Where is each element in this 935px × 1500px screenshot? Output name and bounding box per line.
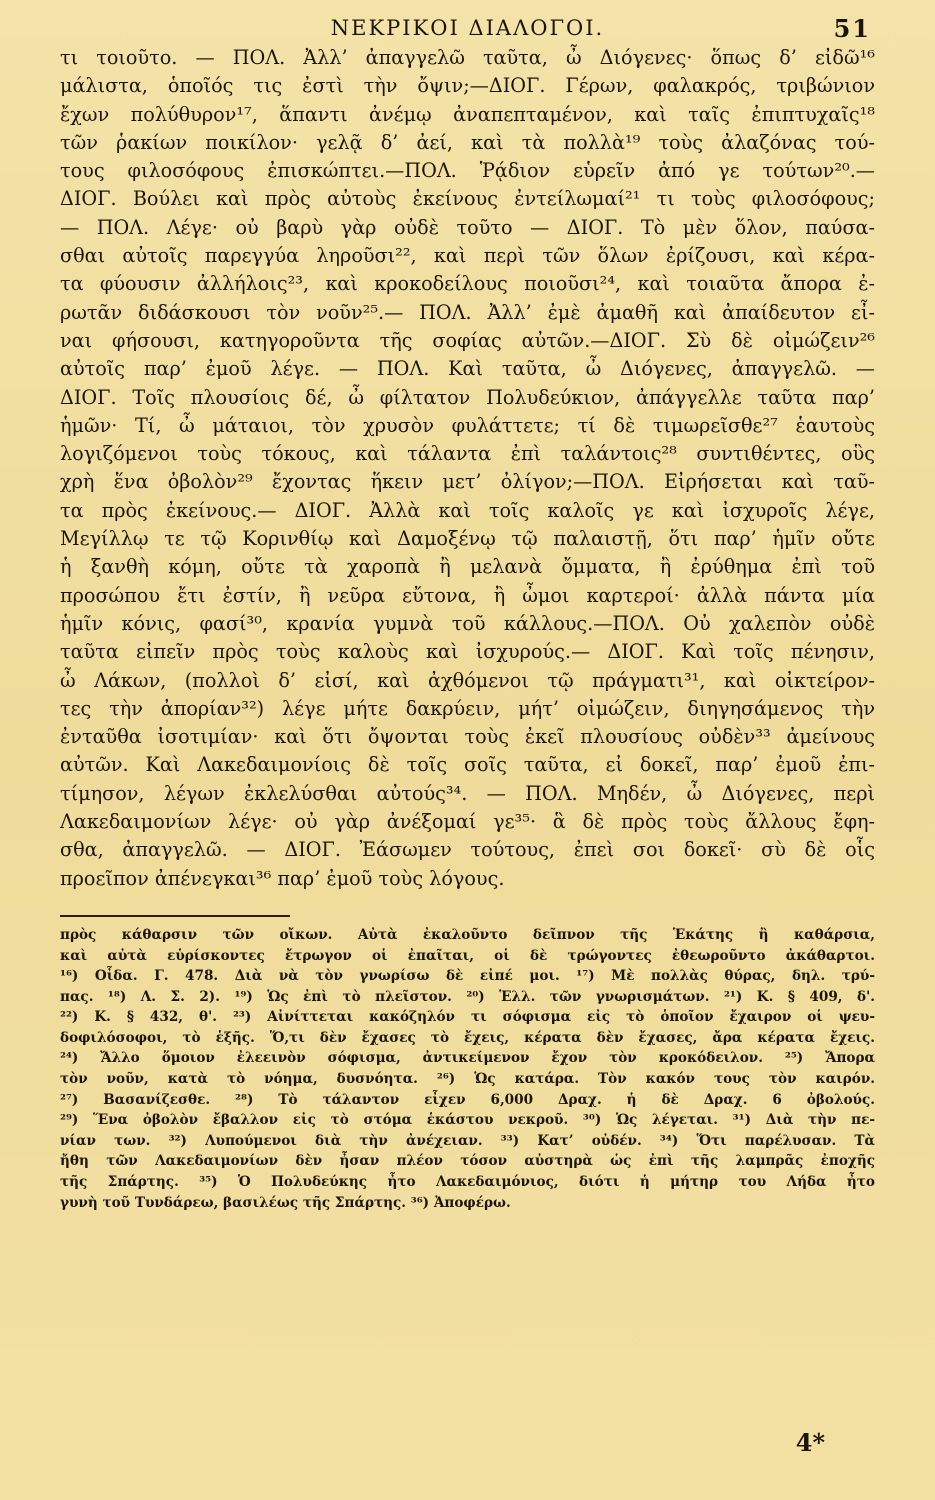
text-line: — ΠΟΛ. Λέγε· οὐ βαρὺ γὰρ οὐδὲ τοῦτο — ΔΙΟΓ. Τὸ μὲν ὅλον, παύσα- [60,215,875,239]
text-line: λογιζόμενοι τοὺς τόκους, καὶ τάλαντα ἐπὶ ταλάντοις²⁸ συντιθέντες, οὓς [60,442,875,466]
text-line: τι τοιοῦτο. — ΠΟΛ. Ἀλλ’ ἀπαγγελῶ ταῦτα, ὦ Διόγενες· ὅπως δ’ εἰδῶ¹⁶ [60,46,875,69]
footnote-line: γυνὴ τοῦ Τυνδάρεω, βασιλέως τῆς Σπάρτης. ³⁶) Ἀποφέρω. [60,1194,511,1211]
running-header [60,10,875,44]
text-line: προεῖπον ἀπένεγκαι³⁶ παρ’ ἐμοῦ τοὺς λόγους. [60,866,505,890]
text-line: ἐνταῦθα ἰσοτιμίαν· καὶ ὅτι ὄψονται τοὺς ἐκεῖ πλουσίους οὐδὲν³³ ἀμείνους [60,725,875,749]
text-line: τῶν ῥακίων ποικίλον· γελᾷ δ’ ἀεί, καὶ τὰ πολλὰ¹⁹ τοὺς ἀλαζόνας τού- [60,130,875,154]
footnote-line: ²⁴) Ἄλλο ὅμοιον ἐλεεινὸν σόφισμα, ἀντικείμενον ἔχον τὸν κροκόδειλον. ²⁵) Ἄπορα [60,1050,875,1067]
text-line: τα πρὸς ἐκείνους.— ΔΙΟΓ. Ἀλλὰ καὶ τοῖς καλοῖς γε καὶ ἰσχυροῖς λέγε, [60,498,875,522]
footnote-line: ²⁷) Βασανίζεσθε. ²⁸) Τὸ τάλαντον εἶχεν 6,000 Δραχ. ἡ δὲ Δραχ. 6 ὀβολούς. [60,1091,875,1108]
page-number: 51 [833,14,871,43]
text-line: ἡ ξανθὴ κόμη, οὔτε τὰ χαροπὰ ἢ μελανὰ ὄμματα, ἢ ἐρύθημα ἐπὶ τοῦ [60,555,875,579]
text-line: τες τὴν ἀπορίαν³²) λέγε μήτε δακρύειν, μήτ’ οἰμώζειν, διηγησάμενος τὴν [60,696,875,720]
footnote-line: ²²) Κ. § 432, θ'. ²³) Αἰνίττεται κακόζηλόν τι σόφισμα εἰς τὸ ὁποῖον ἔχαιρον οἱ ψευ- [60,1009,875,1026]
text-line: αὐτοῖς παρ’ ἐμοῦ λέγε. — ΠΟΛ. Καὶ ταῦτα, ὦ Διόγενες, ἀπαγγελῶ. — [60,357,875,381]
text-line: ΔΙΟΓ. Τοῖς πλουσίοις δέ, ὦ φίλτατον Πολυδεύκιον, ἀπάγγελλε ταῦτα παρ’ [60,385,875,409]
main-text [60,44,875,893]
footnote-line: δοφιλόσοφοι, τὸ ἑξῆς. Ὅ,τι δὲν ἔχασες τὸ ἔχεις, κέρατα δὲν ἔχασες, ἄρα κέρατα ἔχεις. [60,1029,875,1046]
footnote-line: καὶ αὐτὰ εὑρίσκοντες ἔτρωγον οἱ ἐπαῖται, οἱ δὲ τρώγοντες ἐθεωροῦντο ἀκάθαρτοι. [60,947,875,964]
text-line: τα φύουσιν ἀλλήλοις²³, καὶ κροκοδείλους ποιοῦσι²⁴, καὶ τοιαῦτα ἄπορα ἐ- [60,272,875,296]
footnote-line: τῆς Σπάρτης. ³⁵) Ὁ Πολυδεύκης ἦτο Λακεδαιμόνιος, διότι ἡ μήτηρ του Λήδα ἦτο [60,1174,875,1191]
text-line: Λακεδαιμονίων λέγε· οὐ γὰρ ἀνέξομαί γε³⁵· ἃ δὲ πρὸς τοὺς ἄλλους ἔφη- [60,810,875,834]
signature-mark: 4* [795,1428,825,1457]
footnote-divider [60,915,290,917]
text-line: αὐτῶν. Καὶ Λακεδαιμονίοις δὲ τοῖς σοῖς ταῦτα, εἰ δοκεῖ, παρ’ ἐμοῦ ἐπι- [60,753,875,777]
text-line: ΔΙΟΓ. Βούλει καὶ πρὸς αὐτοὺς ἐκείνους ἐντείλωμαί²¹ τι τοὺς φιλοσόφους; [60,187,875,211]
text-line: χρὴ ἕνα ὀβολὸν²⁹ ἔχοντας ἥκειν μετ’ ὀλίγον;—ΠΟΛ. Εἰρήσεται καὶ ταῦ- [60,470,875,494]
footnote-line: ἤθη τῶν Λακεδαιμονίων δὲν ἦσαν πλέον τόσον αὐστηρὰ ὡς ἐπὶ τῆς λαμπρᾶς ἐποχῆς [60,1153,875,1170]
footnote-line: ¹⁶) Οἶδα. Γ. 478. Διὰ νὰ τὸν γνωρίσω δὲ εἰπέ μοι. ¹⁷) Μὲ πολλὰς θύρας, δηλ. τρύ- [60,968,875,985]
text-line: προσώπου ἔτι ἐστίν, ἢ νεῦρα εὔτονα, ἢ ὦμοι καρτεροί· ἀλλὰ πάντα μία [60,583,875,607]
text-line: ὦ Λάκων, (πολλοὶ δ’ εἰσί, καὶ ἀχθόμενοι τῷ πράγματι³¹, καὶ οἰκτείρον- [60,668,875,692]
footnote-line: ²⁹) Ἕνα ὀβολὸν ἔβαλλον εἰς τὸ στόμα ἑκάστου νεκροῦ. ³⁰) Ὡς λέγεται. ³¹) Διὰ τὴν πε- [60,1112,875,1129]
text-line: τους φιλοσόφους ἐπισκώπτει.—ΠΟΛ. Ῥᾴδιον εὑρεῖν ἀπό γε τούτων²⁰.— [60,159,875,183]
text-line: ἡμῶν· Τί, ὦ μάταιοι, τὸν χρυσὸν φυλάττετε; τί δὲ τιμωρεῖσθε²⁷ ἑαυτοὺς [60,413,875,437]
text-line: σθαι αὐτοῖς παρεγγύα ληροῦσι²², καὶ περὶ τῶν ὅλων ἐρίζουσι, καὶ κέρα- [60,244,875,268]
text-line: Μεγίλλῳ τε τῷ Κορινθίῳ καὶ Δαμοξένῳ τῷ παλαιστῇ, ὅτι παρ’ ἡμῖν οὔτε [60,527,875,551]
text-line: τίμησον, λέγων ἐκλελύσθαι αὐτούς³⁴. — ΠΟΛ. Μηδέν, ὦ Διόγενες, περὶ [60,781,875,805]
text-line: ἔχων πολύθυρον¹⁷, ἅπαντι ἀνέμῳ ἀναπεπταμένον, καὶ ταῖς ἐπιπτυχαῖς¹⁸ [60,102,875,126]
footnote-line: τὸν νοῦν, κατὰ τὸ νόημα, δυσνόητα. ²⁶) Ὡς κατάρα. Τὸν κακόν τους τὸν καιρόν. [60,1071,875,1088]
text-line: ναι φήσουσι, κατηγοροῦντα τῆς σοφίας αὐτῶν.—ΔΙΟΓ. Σὺ δὲ οἰμώζειν²⁶ [60,328,875,352]
footnotes [60,925,875,1213]
text-line: ρωτᾶν διδάσκουσι τὸν νοῦν²⁵.— ΠΟΛ. Ἀλλ’ ἐμὲ ἀμαθῆ καὶ ἀπαίδευτον εἶ- [60,300,875,324]
text-line: ταῦτα εἰπεῖν πρὸς τοὺς καλοὺς καὶ ἰσχυρούς.— ΔΙΟΓ. Καὶ τοῖς πένησιν, [60,640,875,664]
footnote-line: πας. ¹⁸) Λ. Σ. 2). ¹⁹) Ὡς ἐπὶ τὸ πλεῖστον. ²⁰) Ἑλλ. τῶν γνωρισμάτων. ²¹) Κ. § 409, δ'. [60,988,875,1005]
footnote-line: πρὸς κάθαρσιν τῶν οἴκων. Αὐτὰ ἐκαλοῦντο δεῖπνον τῆς Ἑκάτης ἢ καθάρσια, [60,926,875,943]
footnote-line: νίαν των. ³²) Λυπούμενοι διὰ τὴν ἀνέχειαν. ³³) Κατ’ οὐδέν. ³⁴) Ὅτι παρέλυσαν. Τὰ [60,1132,875,1149]
text-line: ἡμῖν κόνις, φασί³⁰, κρανία γυμνὰ τοῦ κάλλους.—ΠΟΛ. Οὐ χαλεπὸν οὐδὲ [60,611,875,635]
text-line: μάλιστα, ὁποῖός τις ἐστὶ τὴν ὄψιν;—ΔΙΟΓ. Γέρων, φαλακρός, τριβώνιον [60,74,875,98]
text-line: σθα, ἀπαγγελῶ. — ΔΙΟΓ. Ἐάσωμεν τούτους, ἐπεὶ σοι δοκεῖ· σὺ δὲ οἷς [60,838,875,862]
running-title: ΝΕΚΡΙΚΟΙ ΔΙΑΛΟΓΟΙ. [330,16,605,40]
